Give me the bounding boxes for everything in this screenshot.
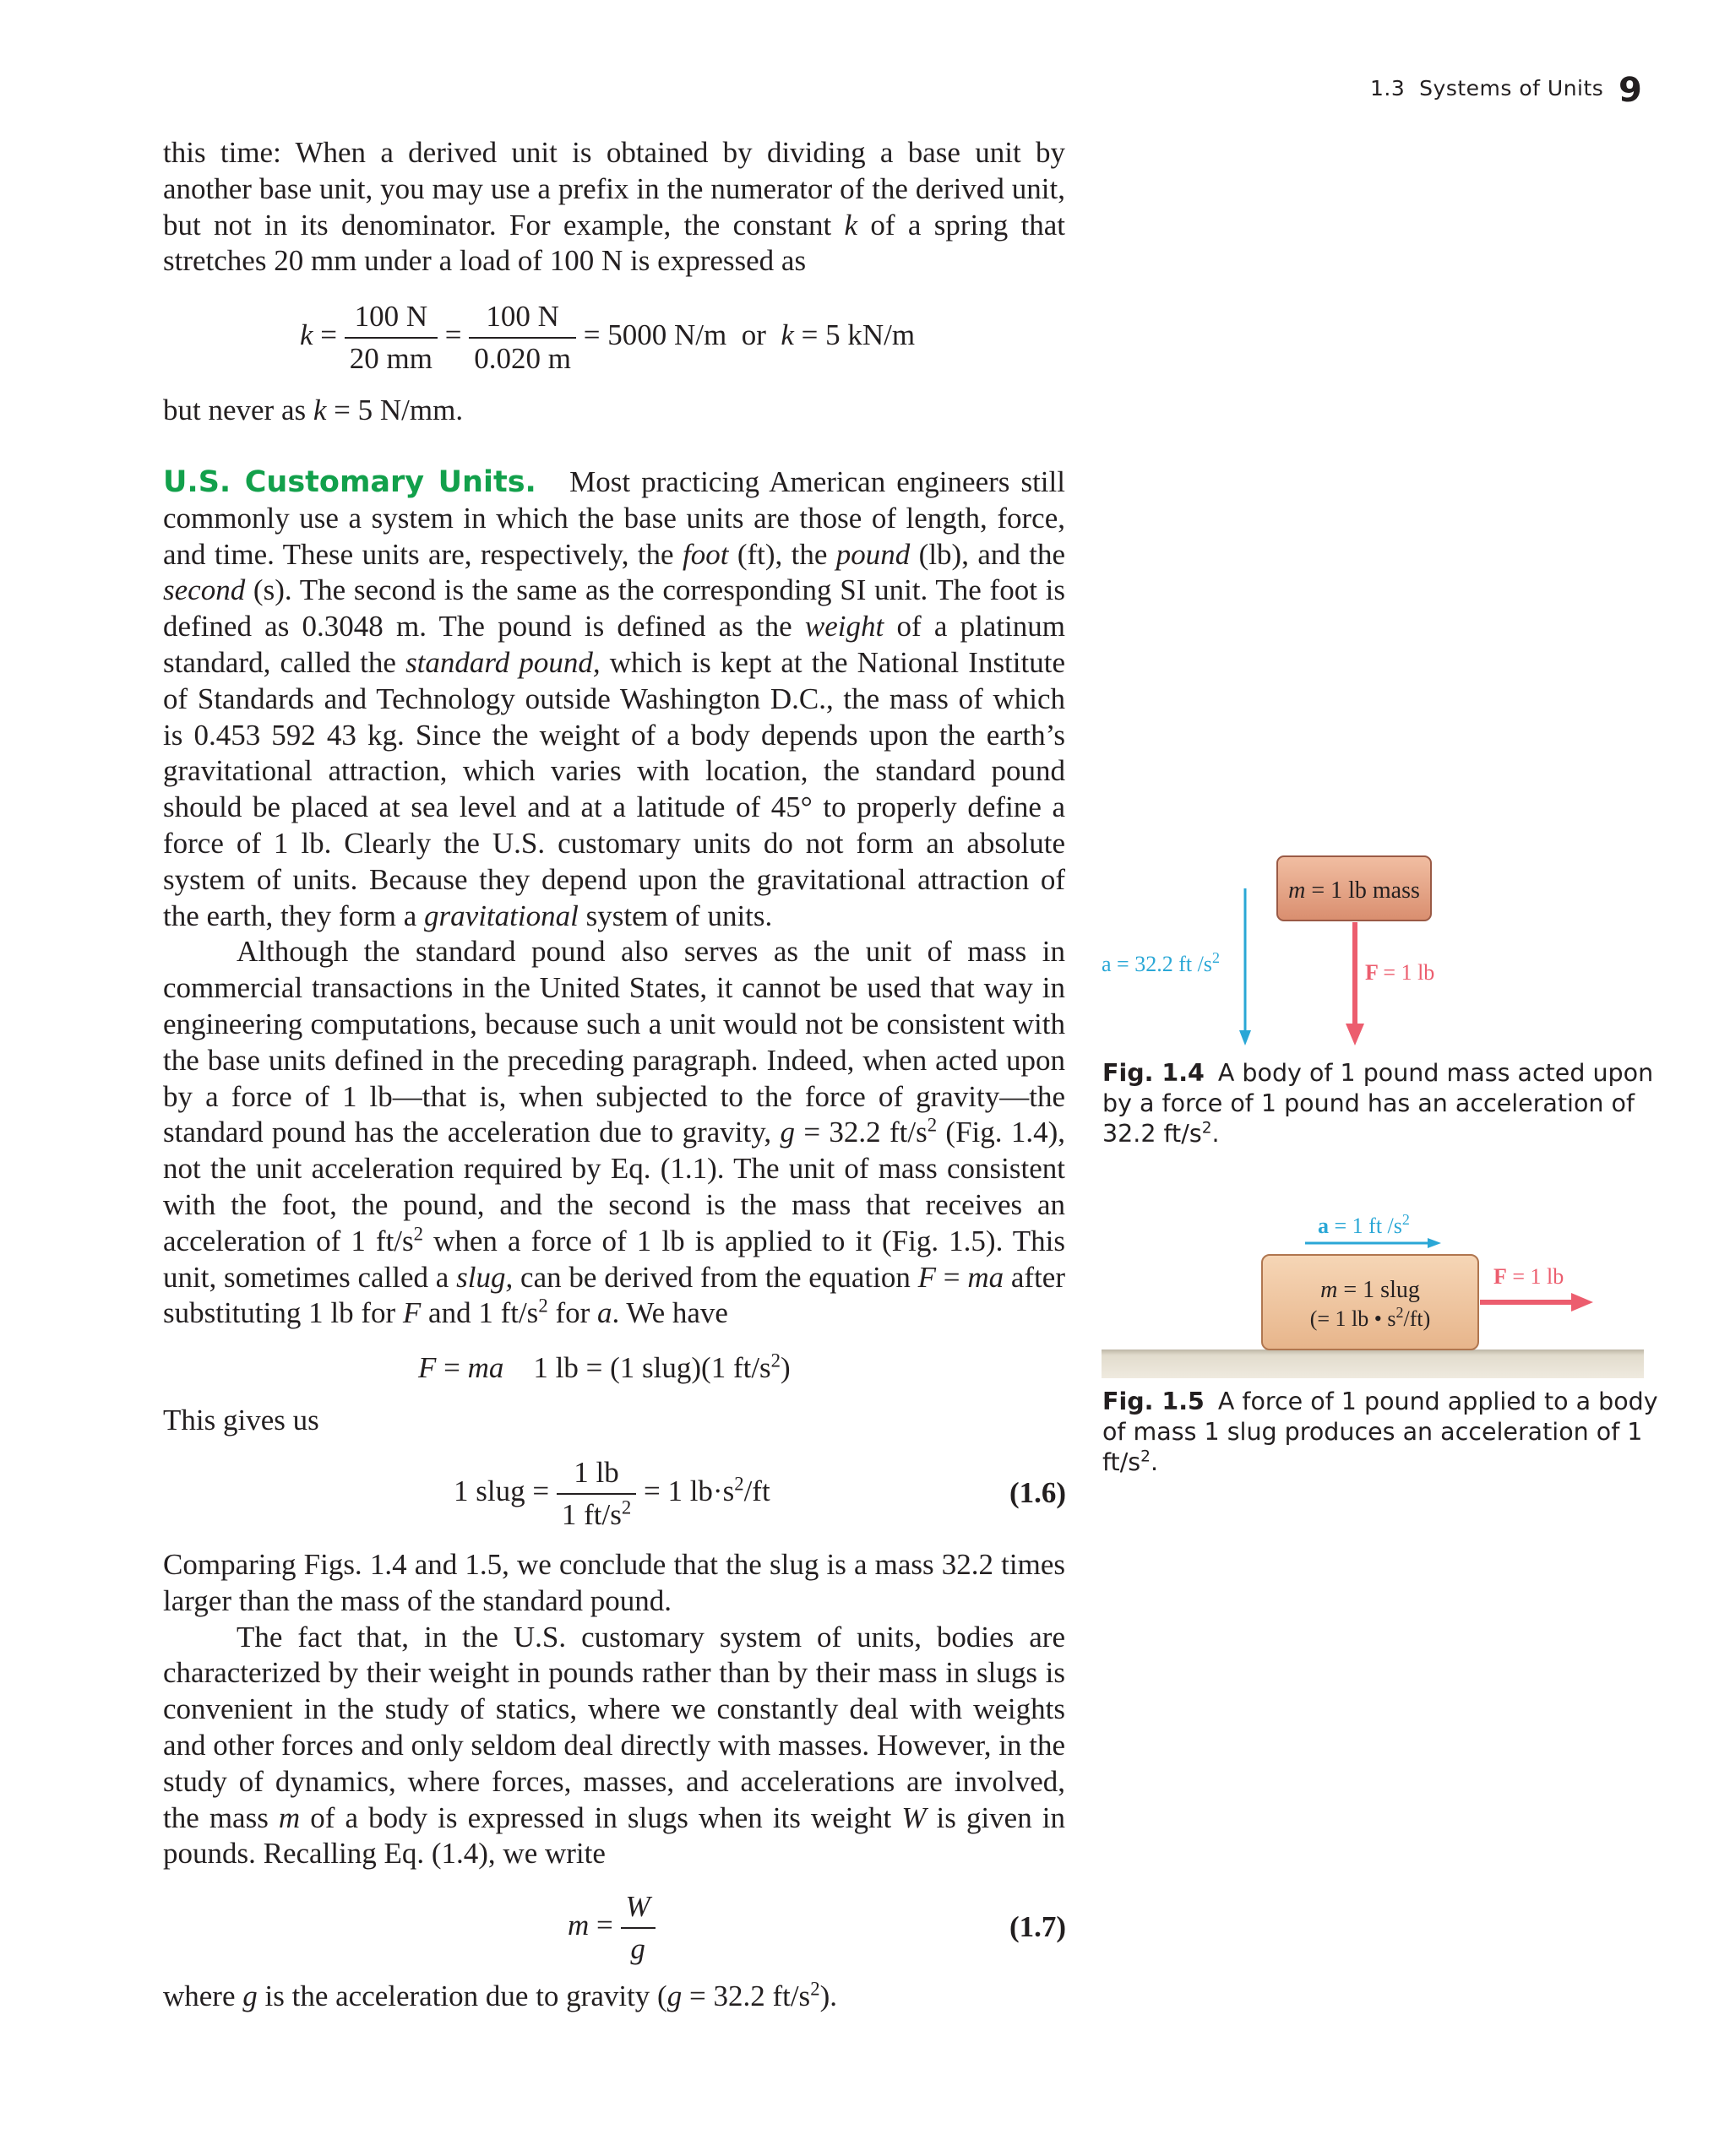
- equation-number-1-7: (1.7): [1009, 1910, 1067, 1943]
- fraction-mass: $\frac{W}{g}$: [621, 1890, 656, 1966]
- this-gives-text: This gives us: [163, 1404, 319, 1436]
- paragraph-us-customary: U.S. Customary Units. Most practicing American engineers still commonly use a system in which the base units are those of length, force, and time. These units are, respectively, the foot (ft), the pound (lb), and the second (s). The second is the same as the corresponding SI unit. The foot is defined as 0.3048 m. The pound is defined as the weight of a platinum standard, called the standard pound, which is kept at the National Institute of Standards and Technology outside Washington D.C., the mass of which is 0.453 592 43 kg. Since the weight of a body depends upon the earth’s gravitational attraction, which varies with location, the standard pound should be placed at sea level and at a latitude of 45° to properly define a force of 1 lb. Clearly the U.S. customary units do not form an absolute system of units. Because they depend upon the gravitational attraction of the earth, they form a gravitational system of units. Although the standard pound also serves as the unit of mass in commercial transactions in the United States, it cannot be used that way in engineering computations, because such a unit would not be consistent with the base units defined in the preceding paragraph. Indeed, when acted upon by a force of 1 lb—that is, when subjected to the force of gravity—the standard pound has the acceleration due to gravity, g = 32.2 $ft/s^2$ (Fig. 1.4), not the unit acceleration required by Eq. (1.1). The unit of mass consistent with the foot, the pound, and the second is the mass that receives an acceleration of 1 $ft/s^2$ when a force of 1 lb is applied to it (Fig. 1.5). This unit, sometimes called a slug, can be derived from the equation F = ma after substituting 1 lb for F and 1 $ft/s^2$ for a. We have: [163, 465, 1066, 1330]
- paragraph-derived-units: this time: When a derived unit is obtained by dividing a base unit by another base unit, you may use a prefix in the numerator of the derived unit, but not in its denominator. For example, the constant k of a spring that stretches 20 mm under a load of 100 N is expressed as: [163, 136, 1065, 278]
- page-number: 9: [1618, 71, 1642, 110]
- section-title: 1.3 Systems of Units: [1370, 76, 1604, 100]
- ground: [1102, 1350, 1644, 1378]
- equation-number-1-6: (1.6): [1009, 1476, 1067, 1509]
- figure-1-4: [1098, 844, 1487, 1056]
- caption-fig-1-5: Fig. 1.5 A force of 1 pound applied to a body of mass 1 slug produces an acceleration of 1 $ft/s^2$.: [1102, 1388, 1658, 1476]
- paragraph-where: where g is the acceleration due to gravity (g = 32.2 $ft/s^2$).: [163, 1978, 837, 2012]
- equation-slug: 1 slug = $\frac{1 lb}{1 ft/s^2}$ = 1 $lb\cdot s^2/ft$: [454, 1456, 770, 1531]
- paragraph-comparing: Comparing Figs. 1.4 and 1.5, we conclude that the slug is a mass 32.2 times larger than the mass of the standard pound. The fact that, in the U.S. customary system of units, bodies are characterized by their weight in pounds rather than by their mass in slugs is convenient in the study of statics, where we constantly deal with weights and other forces and only seldom deal directly with masses. However, in the study of dynamics, where forces, masses, and accelerations are involved, the mass m of a body is expressed in slugs when its weight W is given in pounds. Recalling Eq. (1.4), we write: [163, 1548, 1066, 1871]
- caption-fig-1-4: Fig. 1.4 A body of 1 pound mass acted upon by a force of 1 pound has an acceleration of 32.2 $ft/s^2$.: [1102, 1059, 1654, 1148]
- fraction-slug: $\frac{1 lb}{1 ft/s^2}$: [557, 1456, 636, 1532]
- force-label: F = 1 lb: [1493, 1264, 1564, 1289]
- mass-box-label: m = 1 lb mass: [1288, 877, 1420, 904]
- force-label: F = 1 lb: [1365, 960, 1435, 985]
- fraction-2: $\frac{100 N}{0.020 m}$: [469, 300, 576, 376]
- paragraph-never: but never as k = 5 N/mm.: [163, 394, 464, 426]
- caption-label: Fig. 1.5: [1102, 1388, 1205, 1415]
- slug-box-label-1: m = 1 slug: [1320, 1277, 1420, 1303]
- running-header: [1370, 76, 1603, 100]
- acceleration-label: a = 1 ft $/s^2$: [1318, 1211, 1410, 1238]
- acceleration-label: a = 32.2 ft $/s^2$: [1102, 949, 1220, 976]
- eq-lhs: k: [300, 318, 313, 352]
- figure-1-5: [1098, 1199, 1647, 1385]
- equation-mass: m = $\frac{W}{g}$: [568, 1890, 656, 1966]
- fraction-1: $\frac{100 N}{20 mm}$: [345, 300, 438, 376]
- caption-label: Fig. 1.4: [1102, 1059, 1205, 1087]
- equation-spring-constant: k = $\frac{100 N}{20 mm}$ = $\frac{100 N}{0.020 m}$ = 5000 N/m or k = 5 kN/m: [300, 300, 916, 375]
- slug-box-label-2: (= 1 lb • $s^2/ft$): [1309, 1304, 1431, 1331]
- section-heading: U.S. Customary Units.: [163, 465, 536, 499]
- equation-f-ma: F = ma 1 lb = (1 slug)(1 $ft/s^2$): [418, 1350, 791, 1384]
